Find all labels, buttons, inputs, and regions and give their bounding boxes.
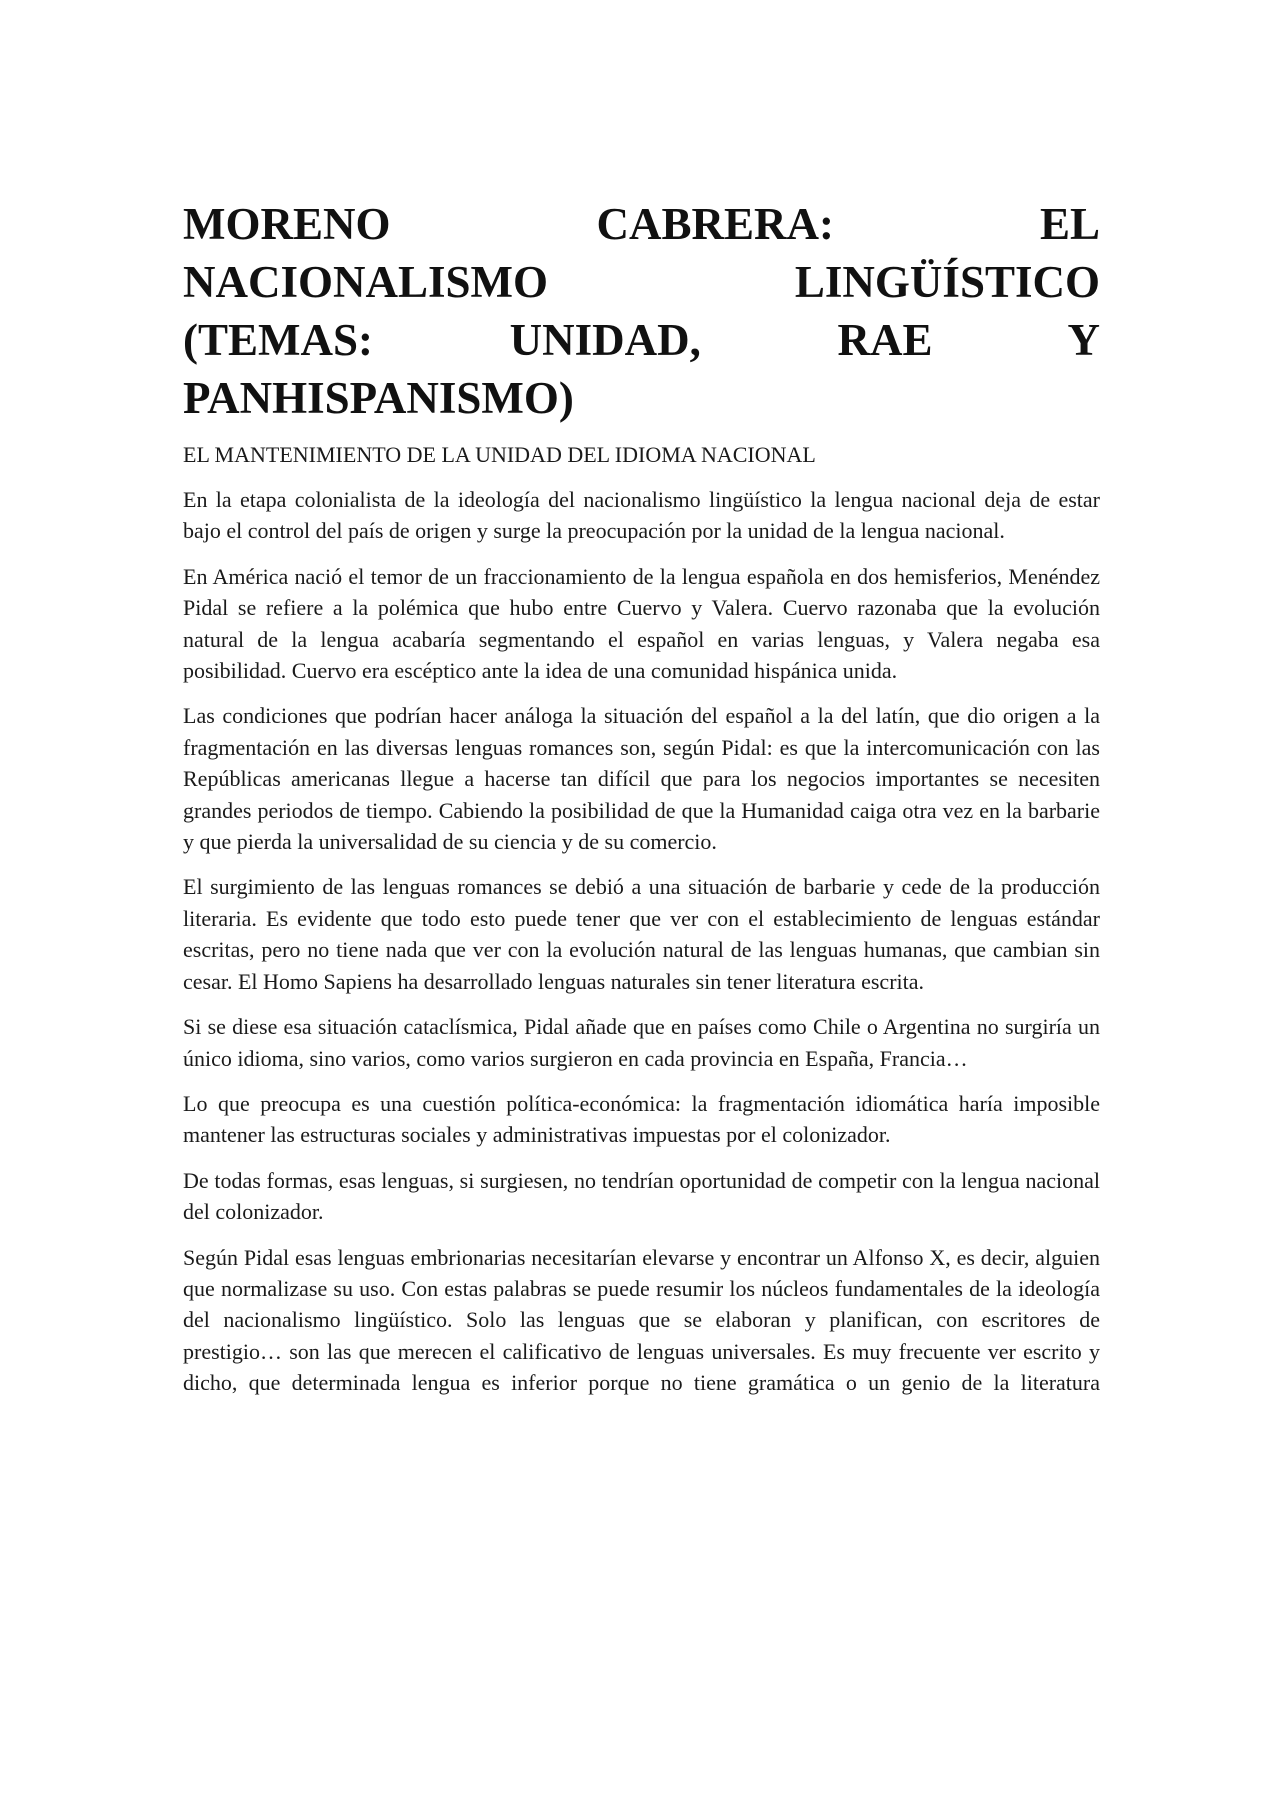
document-page bbox=[183, 195, 1100, 1399]
document-title bbox=[183, 195, 1100, 427]
body-paragraph: De todas formas, esas lenguas, si surgiesen, no tendrían oportunidad de competir con la lengua nacional del colonizador. bbox=[183, 1167, 1100, 1225]
body-paragraph: En América nació el temor de un fraccionamiento de la lengua española en dos hemisferios, Menéndez Pidal se refiere a la polémica que hubo entre Cuervo y Valera. Cuervo razonaba que la evolución natural de la lengua acabaría segmentando el español en varias lenguas, y Valera negaba esa posibilidad. Cuervo era escéptico ante la idea de una comunidad hispánica unida. bbox=[183, 563, 1100, 684]
body-paragraph: Si se diese esa situación cataclísmica, Pidal añade que en países como Chile o Argentina no surgiría un único idioma, sino varios, como varios surgieron en cada provincia en España, Francia… bbox=[183, 1014, 1100, 1071]
section-subheading: EL MANTENIMIENTO DE LA UNIDAD DEL IDIOMA NACIONAL bbox=[183, 442, 816, 467]
body-paragraph: Lo que preocupa es una cuestión política-económica: la fragmentación idiomática haría imposible mantener las estructuras sociales y administrativas impuestas por el colonizador. bbox=[183, 1090, 1100, 1148]
title-line: NACIONALISMO LINGÜÍSTICO bbox=[183, 257, 1100, 307]
body-paragraph: Las condiciones que podrían hacer análoga la situación del español a la del latín, que dio origen a la fragmentación en las diversas lenguas romances son, según Pidal: es que la intercomunicación con las Repúblicas americanas llegue a hacerse tan difícil que para los negocios importantes se necesiten grandes periodos de tiempo. Cabiendo la posibilidad de que la Humanidad caiga otra vez en la barbarie y que pierda la universalidad de su ciencia y de su comercio. bbox=[183, 703, 1100, 855]
title-line: (TEMAS: UNIDAD, RAE Y bbox=[183, 315, 1100, 365]
body-paragraph: El surgimiento de las lenguas romances se debió a una situación de barbarie y cede de la producción literaria. Es evidente que todo esto puede tener que ver con el establecimiento de lenguas estándar escritas, pero no tiene nada que ver con la evolución natural de las lenguas humanas, que cambian sin cesar. El Homo Sapiens ha desarrollado lenguas naturales sin tener literatura escrita. bbox=[183, 874, 1100, 994]
body-paragraph: En la etapa colonialista de la ideología del nacionalismo lingüístico la lengua nacional deja de estar bajo el control del país de origen y surge la preocupación por la unidad de la lengua nacional. bbox=[183, 487, 1100, 544]
body-paragraph: Según Pidal esas lenguas embrionarias necesitarían elevarse y encontrar un Alfonso X, es decir, alguien que normalizase su uso. Con estas palabras se puede resumir los núcleos fundamentales de la ideología del nacionalismo lingüístico. Solo las lenguas que se elaboran y planifican, con escritores de prestigio… son las que merecen el calificativo de lenguas universales. Es muy frecuente ver escrito y dicho, que determinada lengua es inferior porque no tiene gramática o un genio de la literatura bbox=[183, 1244, 1100, 1396]
title-line: PANHISPANISMO) bbox=[183, 373, 574, 423]
title-line: MORENO CABRERA: EL bbox=[183, 199, 1100, 249]
